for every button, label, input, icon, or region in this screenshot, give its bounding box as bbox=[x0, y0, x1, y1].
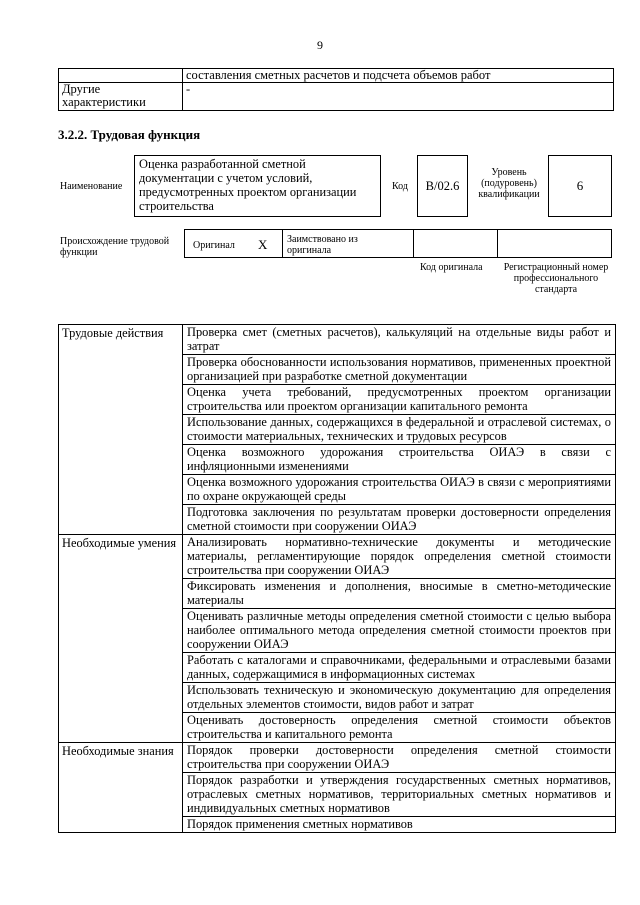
requirement-item: Работать с каталогами и справочниками, федеральными и отраслевыми базами данных, содержащимися в информационных системах bbox=[183, 653, 616, 683]
requirement-item: Использовать техническую и экономическую документацию для определения отдельных элементов стоимости, видов работ и затрат bbox=[183, 683, 616, 713]
continuation-table bbox=[58, 68, 614, 111]
table-row bbox=[59, 743, 616, 773]
requirement-item: Порядок разработки и утверждения государственных сметных нормативов, отраслевых сметных нормативов, территориальных сметных нормативов и индивидуальных сметных нормативов bbox=[183, 773, 616, 817]
table-row bbox=[59, 535, 616, 579]
origin-label: Происхождение трудовой функции bbox=[60, 236, 170, 258]
requirement-item: Фиксировать изменения и дополнения, вносимые в сметно-методические материалы bbox=[183, 579, 616, 609]
requirement-item: Использование данных, содержащихся в федеральной и отраслевой системах, о стоимости материальных, технических и трудовых ресурсов bbox=[183, 415, 616, 445]
requirement-item: Порядок применения сметных нормативов bbox=[183, 817, 616, 833]
function-name: Оценка разработанной сметной документации с учетом условий, предусмотренных проектом организации строительства bbox=[134, 155, 381, 217]
divider bbox=[497, 229, 498, 258]
section-label: Необходимые знания bbox=[59, 743, 183, 833]
section-title: 3.2.2. Трудовая функция bbox=[58, 127, 201, 142]
requirement-item: Проверка смет (сметных расчетов), калькуляций на отдельные виды работ и затрат bbox=[183, 325, 616, 355]
requirement-item: Подготовка заключения по результатам проверки достоверности определения сметной стоимости при сооружении ОИАЭ bbox=[183, 505, 616, 535]
function-code: B/02.6 bbox=[417, 155, 468, 217]
other-characteristics-value: - bbox=[183, 83, 614, 111]
empty-cell bbox=[59, 69, 183, 83]
requirement-item: Оценка возможного удорожания строительства ОИАЭ в связи с инфляционными изменениями bbox=[183, 445, 616, 475]
divider bbox=[413, 229, 414, 258]
requirement-item: Оценивать достоверность определения сметной стоимости объектов строительства и капитального ремонта bbox=[183, 713, 616, 743]
requirement-item: Оценка учета требований, предусмотренных проектом организации строительства или проектом организации капитального ремонта bbox=[183, 385, 616, 415]
requirement-item: Оценка возможного удорожания строительства ОИАЭ в связи с мероприятиями по охране окружающей среды bbox=[183, 475, 616, 505]
page-number: 9 bbox=[317, 38, 323, 52]
requirement-item: Анализировать нормативно-технические документы и методические материалы, регламентирующие порядок определения сметной стоимости строительства при сооружении ОИАЭ bbox=[183, 535, 616, 579]
requirement-item: Порядок проверки достоверности определения сметной стоимости строительства при сооружении ОИАЭ bbox=[183, 743, 616, 773]
original-mark: X bbox=[258, 237, 268, 252]
reg-number-caption: Регистрационный номер профессионального стандарта bbox=[503, 262, 609, 295]
other-characteristics-label: Другие характеристики bbox=[59, 83, 183, 111]
section-label: Трудовые действия bbox=[59, 325, 183, 535]
continuation-text: составления сметных расчетов и подсчета объемов работ bbox=[183, 69, 614, 83]
level-label: Уровень (подуровень) квалификации bbox=[478, 167, 540, 200]
name-label: Наименование bbox=[60, 181, 123, 192]
table-row bbox=[59, 325, 616, 355]
code-original-caption: Код оригинала bbox=[420, 262, 483, 273]
original-label: Оригинал bbox=[193, 240, 235, 251]
origin-box bbox=[184, 229, 612, 258]
requirement-item: Оценивать различные методы определения сметной стоимости с целью выбора наиболее оптимального метода определения сметной стоимости проектов при сооружении ОИАЭ bbox=[183, 609, 616, 653]
section-label: Необходимые умения bbox=[59, 535, 183, 743]
requirement-item: Проверка обоснованности использования нормативов, примененных проектной организацией при разработке сметной документации bbox=[183, 355, 616, 385]
function-details-table bbox=[58, 324, 616, 833]
divider bbox=[282, 229, 283, 258]
code-label: Код bbox=[392, 181, 408, 192]
borrowed-label: Заимствовано из оригинала bbox=[287, 234, 358, 256]
qualification-level: 6 bbox=[548, 155, 612, 217]
